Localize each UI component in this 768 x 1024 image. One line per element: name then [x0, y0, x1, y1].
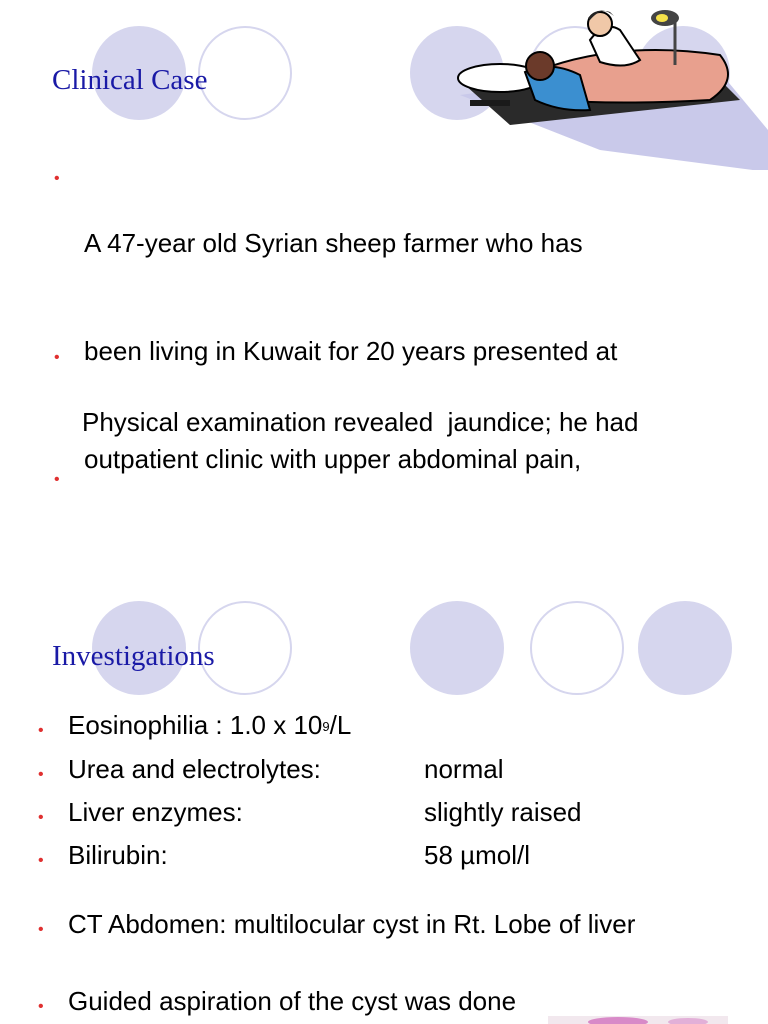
row-label: Urea and electrolytes: — [68, 754, 321, 784]
line: A 47-year old Syrian sheep farmer who has — [84, 228, 583, 258]
decor-circle — [530, 601, 624, 695]
bullet-dot: • — [38, 852, 44, 869]
bullet-dot: • — [38, 809, 44, 826]
eosinophilia-line — [68, 710, 351, 740]
specimen-image-edge — [548, 1008, 728, 1024]
row-label: Liver enzymes: — [68, 797, 243, 827]
bullet-dot: • — [54, 471, 60, 488]
decor-circle — [638, 601, 732, 695]
decor-circle — [410, 601, 504, 695]
eosinophilia-label: Eosinophilia : 1.0 x 10 — [68, 710, 323, 740]
bullet-text — [82, 454, 752, 512]
list-item — [38, 909, 758, 941]
decor-circle — [198, 26, 292, 120]
row-value: normal — [424, 754, 504, 784]
page-title: Clinical Case — [52, 64, 208, 96]
line: Physical examination revealed jaundice; he had — [82, 407, 639, 437]
ct-finding: CT Abdomen: multilocular cyst in Rt. Lobe of liver — [68, 909, 636, 939]
doctor-examining-patient-icon — [440, 0, 768, 170]
table-row — [38, 754, 738, 786]
bullet-dot: • — [38, 722, 44, 739]
bullet-dot: • — [54, 170, 60, 187]
bullet-dot: • — [38, 921, 44, 938]
line: been living in Kuwait for 20 years presented at — [84, 336, 618, 366]
row-value: 58 µmol/l — [424, 840, 531, 870]
list-item — [38, 710, 738, 742]
bullet-dot: • — [38, 766, 44, 783]
aspiration-note: Guided aspiration of the cyst was done — [68, 986, 517, 1016]
line: outpatient clinic with upper abdominal pain, — [84, 444, 582, 474]
bullet-dot: • — [38, 998, 44, 1015]
row-label: Bilirubin: — [68, 840, 168, 870]
exponent: 9 — [322, 719, 330, 734]
table-row — [38, 840, 738, 872]
slide-investigations — [0, 512, 768, 1024]
section-title: Investigations — [52, 640, 215, 672]
table-row — [38, 797, 738, 829]
eosinophilia-unit: /L — [329, 710, 352, 740]
bullet-dot: • — [54, 349, 60, 366]
row-value: slightly raised — [424, 797, 582, 827]
